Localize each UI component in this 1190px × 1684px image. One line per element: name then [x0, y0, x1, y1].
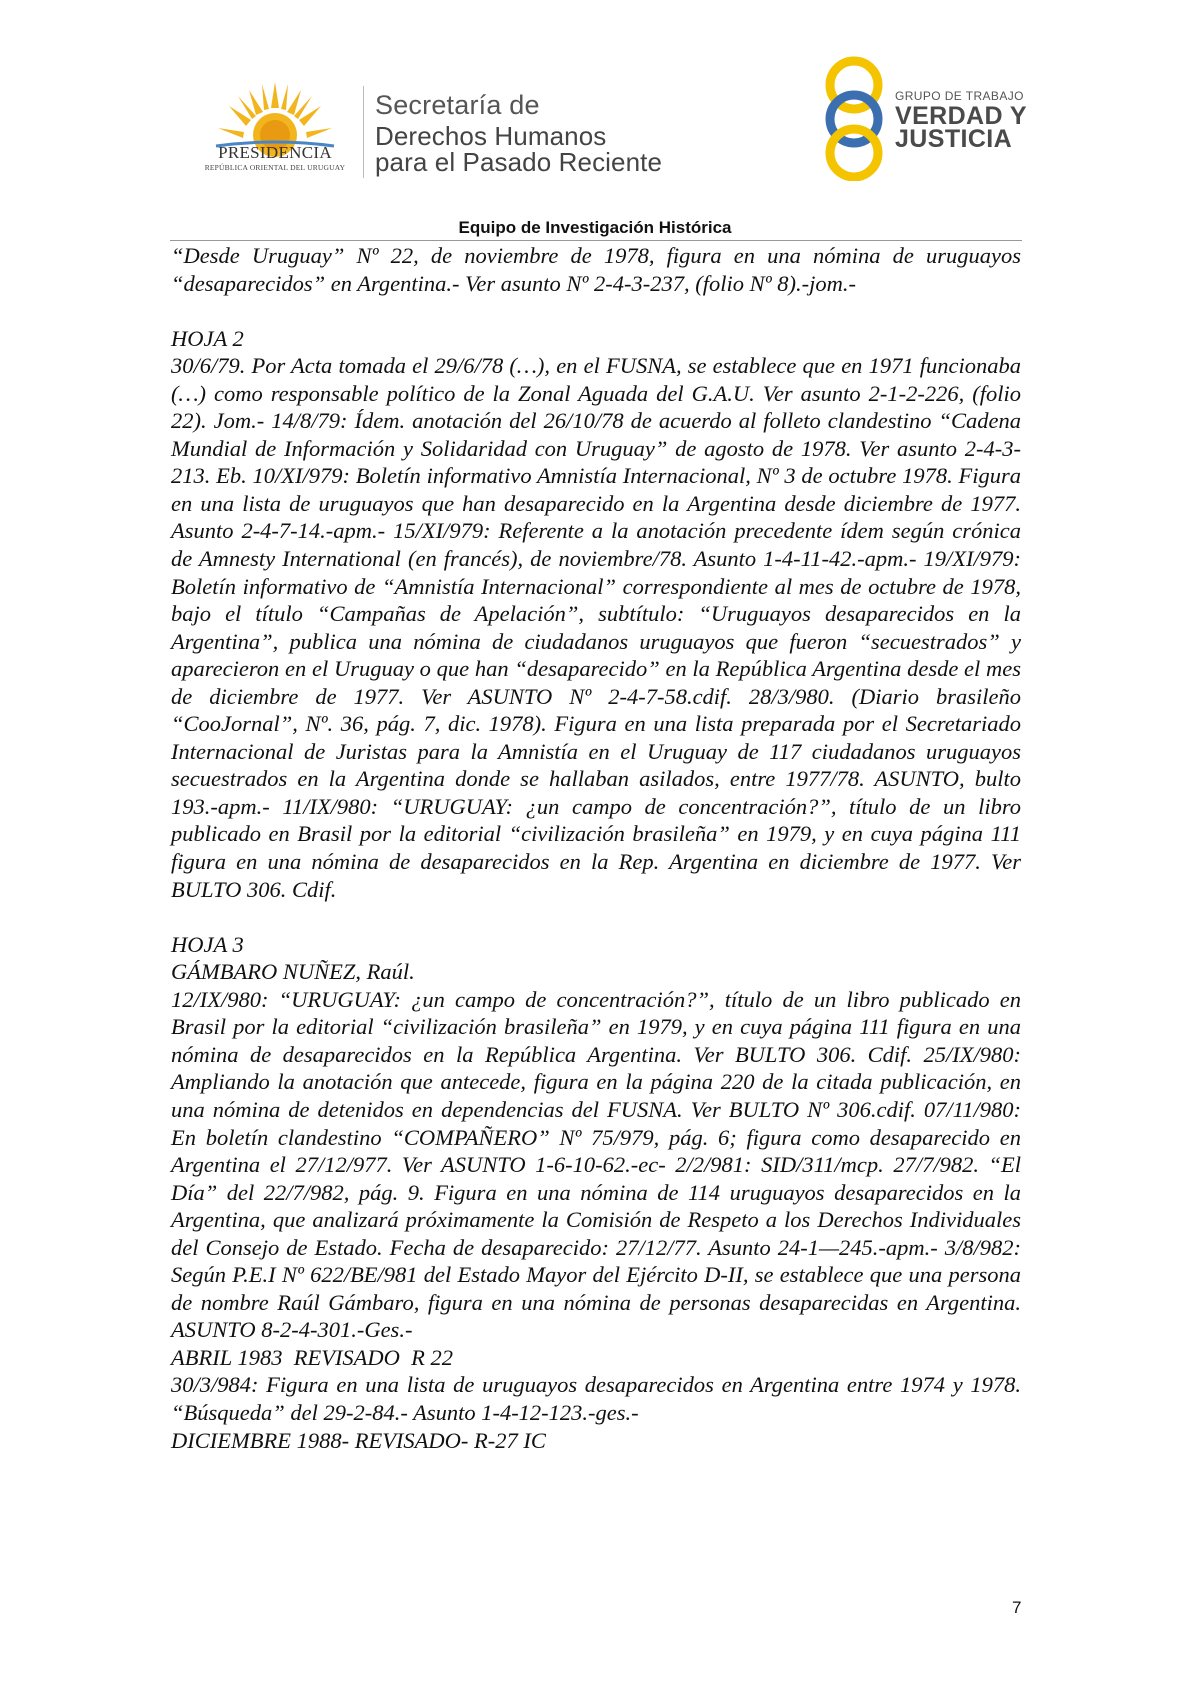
presidencia-label: PRESIDENCIA: [218, 143, 332, 162]
secretaria-line-2: Derechos Humanos: [375, 121, 607, 151]
paragraph-gap: [171, 903, 1021, 931]
hoja-2-text: 30/6/79. Por Acta tomada el 29/6/78 (…), en el FUSNA, se establece que en 1971 funcionaba (…) como responsable político de la Zonal Aguada del G.A.U. Ver asunto 2-1-2-226, (folio 22). Jom.- 14/8/79: Ídem. anotación del 26/10/78 de acuerdo al folleto clandestino “Cadena Mundial de Información y Solidaridad con Uruguay” de agosto de 1978. Ver asunto 2-4-3-213. Eb. 10/XI/979: Boletín informativo Amnistía Internacional, Nº 3 de octubre 1978. Figura en una lista de uruguayos que han desaparecido en la Argentina desde diciembre de 1977. Asunto 2-4-7-14.-apm.- 15/XI/979: Referente a la anotación precedente ídem según crónica de Amnesty International (en francés), de noviembre/78. Asunto 1-4-11-42.-apm.- 19/XI/979: Boletín informativo de “Amnistía Internacional” correspondiente al mes de octubre de 1978, bajo el título “Campañas de Apelación”, subtítulo: “Uruguayos desaparecidos en la Argentina”, publica una nómina de ciudadanos uruguayos que fueron “secuestrados” y aparecieron en el Uruguay o que han “desaparecido” en la República Argentina desde el mes de diciembre de 1977. Ver ASUNTO Nº 2-4-7-58.cdif. 28/3/980. (Diario brasileño “CooJornal”, Nº. 36, pág. 7, dic. 1978). Figura en una lista preparada por el Secretariado Internacional de Juristas para la Amnistía en el Uruguay de 117 ciudadanos uruguayos secuestrados en la Argentina donde se hallaban asilados, entre 1977/78. ASUNTO, bulto 193.-apm.- 11/IX/980: “URUGUAY: ¿un campo de concentración?”, título de un libro publicado en Brasil por la editorial “civilización brasileña” en 1979, y en cuya página 111 figura en una nómina de desaparecidos en la Rep. Argentina en diciembre de 1977. Ver BULTO 306. Cdif.: [171, 353, 1021, 902]
republica-label: REPÚBLICA ORIENTAL DEL URUGUAY: [204, 163, 346, 172]
page-header: [0, 0, 1190, 237]
team-title: Equipo de Investigación Histórica: [458, 218, 732, 237]
header-divider: [363, 86, 364, 178]
document-body: [171, 242, 1021, 1454]
verdad-label: VERDAD Y: [895, 102, 1027, 130]
justicia-label: JUSTICIA: [895, 125, 1013, 153]
secretaria-line-3: para el Pasado Reciente: [375, 147, 663, 177]
hoja-3-text: 12/IX/980: “URUGUAY: ¿un campo de concentración?”, título de un libro publicado en Brasil por la editorial “civilización brasileña” en 1979, y en cuya página 111 figura en una nómina de desaparecidos en la República Argentina. Ver BULTO 306. Cdif. 25/IX/980: Ampliando la anotación que antecede, figura en la página 220 de la citada publicación, en una nómina de detenidos en dependencias del FUSNA. Ver BULTO Nº 306.cdif. 07/11/980: En boletín clandestino “COMPAÑERO” Nº 75/979, pág. 6; figura como desaparecido en Argentina el 27/12/977. Ver ASUNTO 1-6-10-62.-ec- 2/2/981: SID/311/mcp. 27/7/982. “El Día” del 22/7/982, pág. 9. Figura en una nómina de 114 uruguayos desaparecidos en la Argentina, que analizará próximamente la Comisión de Respeto a los Derechos Individuales del Consejo de Estado. Fecha de desaparecido: 27/12/77. Asunto 24-1—245.-apm.- 3/8/982: Según P.E.I Nº 622/BE/981 del Estado Mayor del Ejército D-II, se establece que una persona de nombre Raúl Gámbaro, figura en una nómina de personas desaparecidas en Argentina. ASUNTO 8-2-4-301.-Ges.-: [171, 986, 1021, 1343]
hoja-2-title: HOJA 2: [171, 325, 244, 351]
secretaria-line-1: Secretaría de: [375, 90, 540, 120]
page-number: 7: [1012, 1598, 1022, 1617]
last-entry: 30/3/984: Figura en una lista de uruguayos desaparecidos en Argentina entre 1974 y 1978. “Búsqueda” del 29-2-84.- Asunto 1-4-12-123.-ges.-: [171, 1372, 1021, 1425]
hoja-3-name: GÁMBARO NUÑEZ, Raúl.: [171, 959, 415, 985]
intro-paragraph: “Desde Uruguay” Nº 22, de noviembre de 1978, figura en una nómina de uruguayos “desaparecidos” en Argentina.- Ver asunto Nº 2-4-3-237, (folio Nº 8).-jom.-: [171, 243, 1021, 296]
grupo-trabajo-label: GRUPO DE TRABAJO: [895, 89, 1024, 103]
verdad-justicia-rings-logo: [818, 56, 890, 181]
hoja-3-title: HOJA 3: [171, 931, 244, 957]
revisado-1988: DICIEMBRE 1988- REVISADO- R-27 IC: [171, 1427, 546, 1453]
header-rule: [170, 240, 1022, 241]
paragraph-gap: [171, 297, 1021, 325]
revisado-1983: ABRIL 1983 REVISADO R 22: [171, 1344, 454, 1370]
